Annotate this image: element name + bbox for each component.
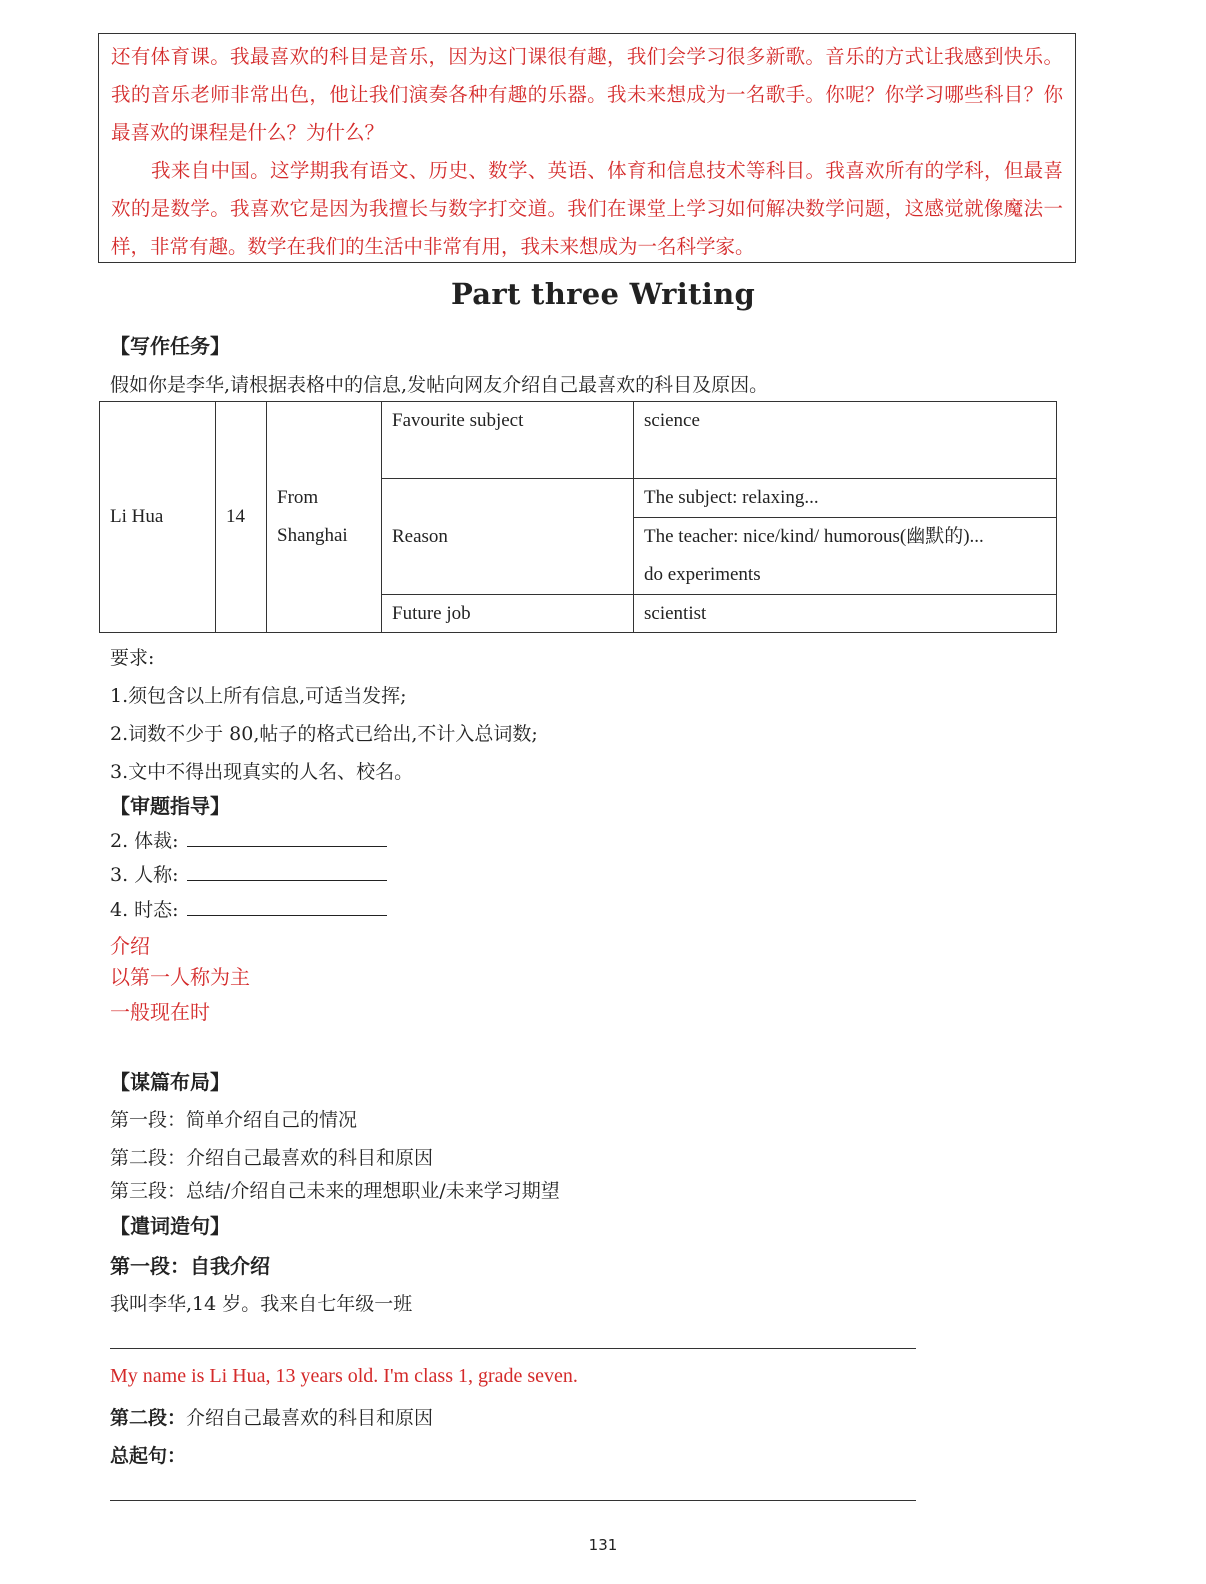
age-cell: 14 [216,402,267,633]
paragraph-2-label: 第二段： [110,1407,187,1429]
future-job-value: scientist [634,595,1057,633]
guide-item-label: 2. 体裁: [110,830,179,852]
paragraph-2-desc: 介绍自己最喜欢的科目和原因 [186,1407,434,1429]
task-intro: 假如你是李华,请根据表格中的信息,发帖向网友介绍自己最喜欢的科目及原因。 [110,374,769,396]
page-number: 131 [588,1536,618,1554]
reason-teacher-line: The teacher: nice/kind/ humorous(幽默的)... [644,526,984,547]
paragraph-1-answer: My name is Li Hua, 13 years old. I'm class 1, grade seven. [110,1365,578,1387]
paragraph-1-prompt: 我叫李华,14 岁。我来自七年级一班 [110,1293,413,1315]
translation-paragraph-2: 我来自中国。这学期我有语文、历史、数学、英语、体育和信息技术等科目。我喜欢所有的学科，但最喜欢的是数学。我喜欢它是因为我擅长与数字打交道。我们在课堂上学习如何解决数学问题，这感觉就像魔法一样，非常有趣。数学在我们的生活中非常有用，我未来想成为一名科学家。 [111,159,1063,258]
layout-heading: 【谋篇布局】 [110,1070,230,1094]
guide-answer: 介绍 [110,934,150,958]
requirement-item: 2.词数不少于 80,帖子的格式已给出,不计入总词数; [110,723,538,745]
requirement-item: 1.须包含以上所有信息,可适当发挥; [110,685,407,707]
layout-item: 第三段：总结/介绍自己未来的理想职业/未来学习期望 [110,1180,560,1202]
guide-item-label: 4. 时态: [110,899,179,921]
guide-item [110,860,387,887]
reason-subject: The subject: relaxing... [634,479,1057,518]
from-city: Shanghai [277,525,348,546]
favourite-subject-value: science [634,402,1057,479]
requirements-label: 要求: [110,647,155,669]
name-cell: Li Hua [100,402,216,633]
translation-box [98,33,1076,263]
section-title: Part three Writing [450,277,756,311]
answer-blank[interactable] [187,830,387,847]
sentences-heading: 【遣词造句】 [110,1214,230,1238]
guide-answer: 以第一人称为主 [110,965,250,989]
from-cell [267,402,382,633]
from-label: From [277,487,319,508]
paragraph-1-title: 第一段：自我介绍 [110,1254,270,1278]
topic-sentence-label: 总起句： [110,1445,187,1467]
task-heading: 【写作任务】 [110,334,230,358]
layout-item: 第二段：介绍自己最喜欢的科目和原因 [110,1147,434,1169]
answer-line[interactable] [110,1348,916,1349]
guide-answer: 一般现在时 [110,1000,210,1024]
guide-heading: 【审题指导】 [110,794,230,818]
translation-paragraph-1: 还有体育课。我最喜欢的科目是音乐，因为这门课很有趣，我们会学习很多新歌。音乐的方式让我感到快乐。我的音乐老师非常出色，他让我们演奏各种有趣的乐器。我未来想成为一名歌手。你呢？你学习哪些科目？你最喜欢的课程是什么？为什么？ [111,45,1063,144]
info-table [99,401,1057,633]
answer-line[interactable] [110,1500,916,1501]
answer-blank[interactable] [187,864,387,881]
paragraph-2-title [110,1403,433,1430]
requirement-item: 3.文中不得出现真实的人名、校名。 [110,761,414,783]
guide-item [110,895,387,922]
reason-experiments-line: do experiments [644,564,761,585]
reason-teacher [634,518,1057,595]
guide-item [110,826,387,853]
favourite-subject-label: Favourite subject [382,402,634,479]
layout-item: 第一段：简单介绍自己的情况 [110,1109,358,1131]
guide-item-label: 3. 人称: [110,864,179,886]
future-job-label: Future job [382,595,634,633]
reason-label: Reason [382,479,634,595]
answer-blank[interactable] [187,899,387,916]
